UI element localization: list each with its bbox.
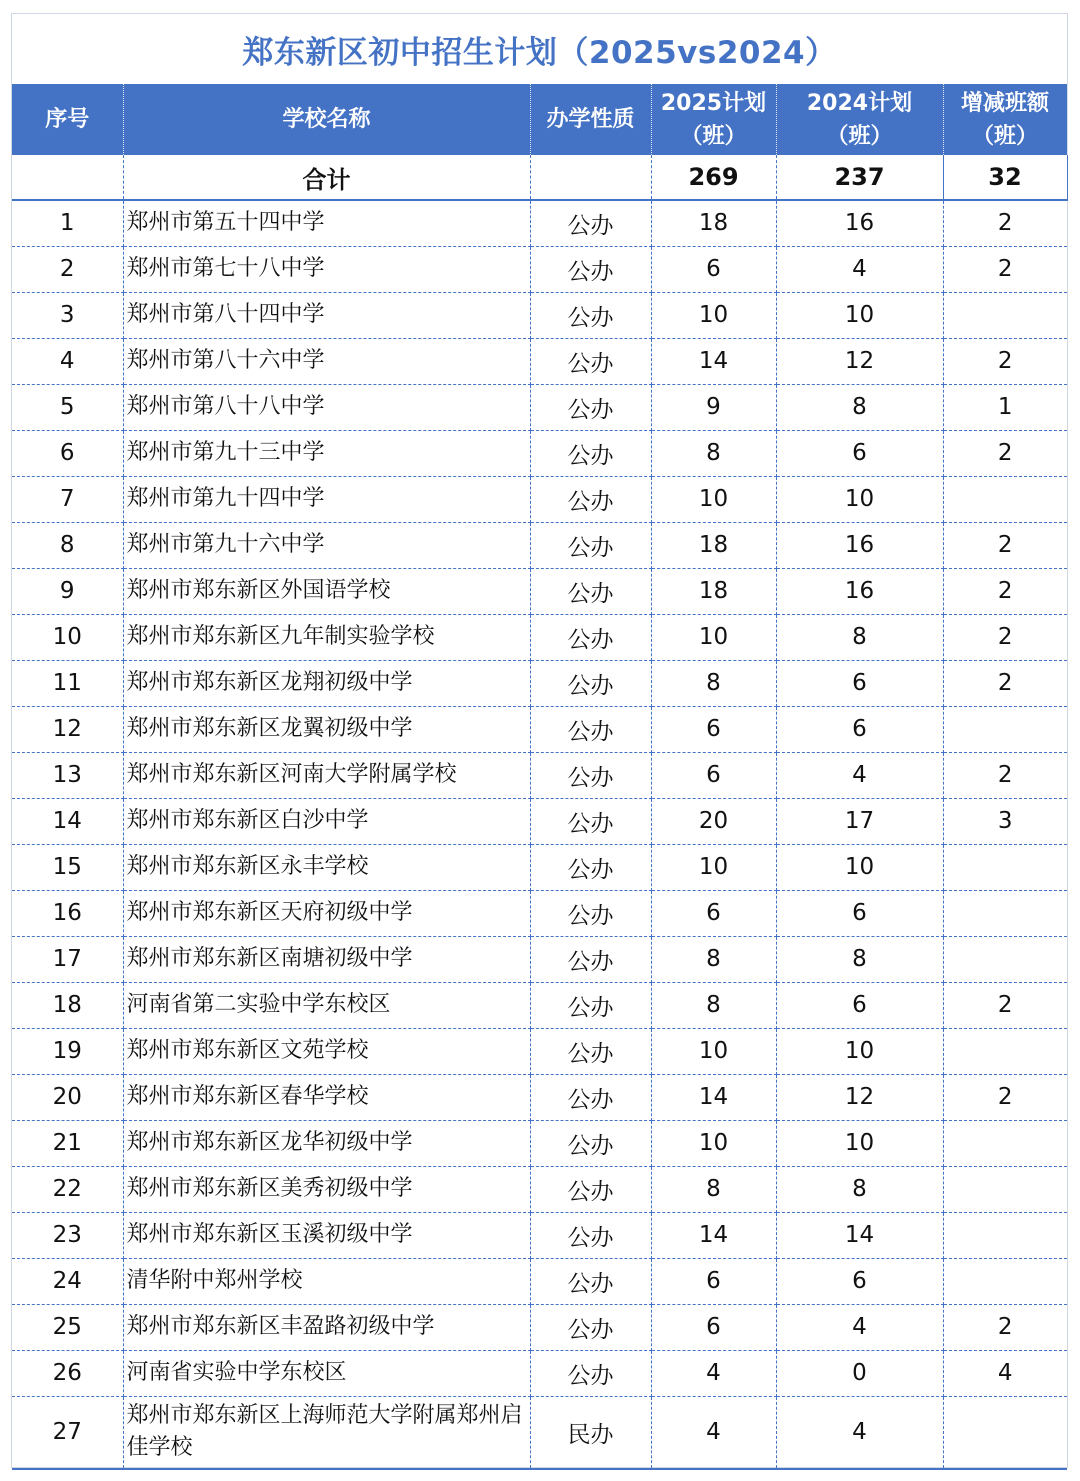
table-row <box>12 844 1067 890</box>
table-row <box>12 660 1067 706</box>
row-seq: 27 <box>12 1396 123 1469</box>
row-school-name: 郑州市郑东新区河南大学附属学校 <box>123 752 530 798</box>
table-row <box>12 936 1067 982</box>
header-seq: 序号 <box>12 84 123 155</box>
header-diff-line2: （班） <box>971 123 1038 149</box>
row-type: 公办 <box>530 200 651 246</box>
table-row <box>12 292 1067 338</box>
row-plan-2024: 8 <box>776 1166 943 1212</box>
row-school-name: 郑州市第五十四中学 <box>123 200 530 246</box>
row-seq: 3 <box>12 292 123 338</box>
row-plan-2025: 14 <box>651 1074 776 1120</box>
row-plan-2025: 14 <box>651 1212 776 1258</box>
row-type: 公办 <box>530 1350 651 1396</box>
row-plan-2025: 6 <box>651 1304 776 1350</box>
row-seq: 7 <box>12 476 123 522</box>
row-type: 公办 <box>530 246 651 292</box>
row-type: 公办 <box>530 890 651 936</box>
row-plan-2024: 16 <box>776 522 943 568</box>
row-school-name: 河南省实验中学东校区 <box>123 1350 530 1396</box>
row-diff <box>943 1396 1067 1469</box>
row-diff <box>943 1212 1067 1258</box>
row-seq: 21 <box>12 1120 123 1166</box>
row-type: 公办 <box>530 476 651 522</box>
table-row <box>12 430 1067 476</box>
row-plan-2025: 8 <box>651 1166 776 1212</box>
total-plan-2025: 269 <box>651 155 776 200</box>
row-school-name: 郑州市郑东新区龙翼初级中学 <box>123 706 530 752</box>
row-seq: 19 <box>12 1028 123 1074</box>
row-school-name: 郑州市郑东新区九年制实验学校 <box>123 614 530 660</box>
table-row <box>12 568 1067 614</box>
table-row <box>12 1350 1067 1396</box>
row-seq: 18 <box>12 982 123 1028</box>
row-school-name: 郑州市郑东新区外国语学校 <box>123 568 530 614</box>
row-school-name: 郑州市第九十三中学 <box>123 430 530 476</box>
row-seq: 6 <box>12 430 123 476</box>
row-plan-2025: 18 <box>651 522 776 568</box>
row-type: 公办 <box>530 798 651 844</box>
row-plan-2025: 8 <box>651 430 776 476</box>
row-seq: 26 <box>12 1350 123 1396</box>
row-diff: 3 <box>943 798 1067 844</box>
row-seq: 10 <box>12 614 123 660</box>
row-school-name: 郑州市第九十六中学 <box>123 522 530 568</box>
row-diff <box>943 706 1067 752</box>
row-diff: 2 <box>943 246 1067 292</box>
row-plan-2024: 6 <box>776 430 943 476</box>
row-diff: 4 <box>943 1350 1067 1396</box>
row-diff: 2 <box>943 200 1067 246</box>
row-type: 公办 <box>530 338 651 384</box>
row-seq: 23 <box>12 1212 123 1258</box>
total-label: 合计 <box>123 155 530 200</box>
row-type: 公办 <box>530 614 651 660</box>
row-type: 公办 <box>530 982 651 1028</box>
row-plan-2024: 6 <box>776 706 943 752</box>
row-plan-2025: 10 <box>651 1120 776 1166</box>
row-diff <box>943 1028 1067 1074</box>
row-seq: 13 <box>12 752 123 798</box>
row-diff: 2 <box>943 430 1067 476</box>
row-diff: 2 <box>943 752 1067 798</box>
row-seq: 25 <box>12 1304 123 1350</box>
row-plan-2024: 12 <box>776 1074 943 1120</box>
row-type: 公办 <box>530 522 651 568</box>
row-seq: 15 <box>12 844 123 890</box>
row-diff: 2 <box>943 1074 1067 1120</box>
total-plan-2024: 237 <box>776 155 943 200</box>
row-plan-2025: 9 <box>651 384 776 430</box>
total-type-cell <box>530 155 651 200</box>
row-school-name: 郑州市郑东新区白沙中学 <box>123 798 530 844</box>
table-row <box>12 982 1067 1028</box>
row-seq: 22 <box>12 1166 123 1212</box>
row-school-name: 郑州市郑东新区春华学校 <box>123 1074 530 1120</box>
row-diff: 2 <box>943 982 1067 1028</box>
row-type: 公办 <box>530 936 651 982</box>
row-type: 公办 <box>530 1304 651 1350</box>
row-plan-2024: 17 <box>776 798 943 844</box>
row-type: 公办 <box>530 1166 651 1212</box>
row-plan-2024: 10 <box>776 1120 943 1166</box>
table-row <box>12 752 1067 798</box>
row-plan-2025: 8 <box>651 936 776 982</box>
row-school-name: 清华附中郑州学校 <box>123 1258 530 1304</box>
row-school-name: 郑州市郑东新区南塘初级中学 <box>123 936 530 982</box>
total-row <box>12 155 1067 200</box>
header-school: 学校名称 <box>123 84 530 155</box>
row-type: 公办 <box>530 1120 651 1166</box>
row-plan-2025: 10 <box>651 614 776 660</box>
row-plan-2025: 18 <box>651 568 776 614</box>
row-diff <box>943 1258 1067 1304</box>
row-school-name: 郑州市郑东新区上海师范大学附属郑州启佳学校 <box>123 1396 530 1469</box>
row-plan-2024: 16 <box>776 200 943 246</box>
row-school-name: 郑州市第八十八中学 <box>123 384 530 430</box>
row-type: 公办 <box>530 706 651 752</box>
sheet-title: 郑东新区初中招生计划（2025vs2024） <box>242 34 837 71</box>
table-row <box>12 384 1067 430</box>
row-plan-2024: 10 <box>776 844 943 890</box>
row-plan-2025: 10 <box>651 844 776 890</box>
row-type: 公办 <box>530 384 651 430</box>
row-type: 公办 <box>530 1212 651 1258</box>
row-seq: 14 <box>12 798 123 844</box>
row-plan-2025: 6 <box>651 1258 776 1304</box>
row-plan-2024: 12 <box>776 338 943 384</box>
row-plan-2025: 10 <box>651 476 776 522</box>
table-row <box>12 614 1067 660</box>
row-plan-2024: 10 <box>776 1028 943 1074</box>
row-plan-2024: 4 <box>776 246 943 292</box>
table-row <box>12 522 1067 568</box>
total-seq-cell <box>12 155 123 200</box>
row-seq: 1 <box>12 200 123 246</box>
row-seq: 11 <box>12 660 123 706</box>
row-school-name: 郑州市第七十八中学 <box>123 246 530 292</box>
row-type: 公办 <box>530 1074 651 1120</box>
row-type: 民办 <box>530 1396 651 1469</box>
row-plan-2024: 6 <box>776 890 943 936</box>
row-seq: 12 <box>12 706 123 752</box>
row-seq: 4 <box>12 338 123 384</box>
row-school-name: 郑州市郑东新区玉溪初级中学 <box>123 1212 530 1258</box>
table-row <box>12 1120 1067 1166</box>
row-school-name: 郑州市第八十六中学 <box>123 338 530 384</box>
row-plan-2025: 6 <box>651 890 776 936</box>
row-plan-2025: 20 <box>651 798 776 844</box>
row-school-name: 郑州市郑东新区丰盈路初级中学 <box>123 1304 530 1350</box>
row-school-name: 河南省第二实验中学东校区 <box>123 982 530 1028</box>
row-school-name: 郑州市郑东新区文苑学校 <box>123 1028 530 1074</box>
row-plan-2025: 6 <box>651 246 776 292</box>
table-row <box>12 798 1067 844</box>
row-plan-2025: 14 <box>651 338 776 384</box>
row-seq: 2 <box>12 246 123 292</box>
row-diff: 2 <box>943 568 1067 614</box>
row-plan-2024: 6 <box>776 660 943 706</box>
header-row <box>12 84 1067 155</box>
row-school-name: 郑州市郑东新区永丰学校 <box>123 844 530 890</box>
row-plan-2025: 6 <box>651 752 776 798</box>
spreadsheet <box>11 13 1068 1468</box>
row-diff <box>943 1166 1067 1212</box>
header-plan-2024-line2: （班） <box>826 123 893 149</box>
row-school-name: 郑州市郑东新区天府初级中学 <box>123 890 530 936</box>
table-row <box>12 1028 1067 1074</box>
row-plan-2025: 6 <box>651 706 776 752</box>
table-row <box>12 1212 1067 1258</box>
row-diff: 1 <box>943 384 1067 430</box>
row-diff <box>943 936 1067 982</box>
row-plan-2024: 16 <box>776 568 943 614</box>
row-plan-2024: 8 <box>776 614 943 660</box>
row-type: 公办 <box>530 1258 651 1304</box>
header-plan-2024-line1: 2024计划 <box>806 90 913 116</box>
row-type: 公办 <box>530 660 651 706</box>
row-plan-2025: 4 <box>651 1350 776 1396</box>
row-plan-2024: 14 <box>776 1212 943 1258</box>
row-seq: 8 <box>12 522 123 568</box>
row-plan-2025: 10 <box>651 1028 776 1074</box>
table-row <box>12 1074 1067 1120</box>
table-row <box>12 476 1067 522</box>
row-school-name: 郑州市第九十四中学 <box>123 476 530 522</box>
row-plan-2024: 0 <box>776 1350 943 1396</box>
header-diff <box>943 84 1067 155</box>
row-seq: 9 <box>12 568 123 614</box>
row-diff: 2 <box>943 338 1067 384</box>
header-plan-2025-line1: 2025计划 <box>660 90 767 116</box>
row-diff <box>943 890 1067 936</box>
row-plan-2024: 4 <box>776 1396 943 1469</box>
row-diff: 2 <box>943 522 1067 568</box>
header-plan-2025 <box>651 84 776 155</box>
row-plan-2025: 8 <box>651 660 776 706</box>
row-seq: 16 <box>12 890 123 936</box>
row-plan-2024: 4 <box>776 1304 943 1350</box>
row-type: 公办 <box>530 1028 651 1074</box>
row-plan-2024: 4 <box>776 752 943 798</box>
row-seq: 5 <box>12 384 123 430</box>
row-plan-2024: 8 <box>776 384 943 430</box>
header-diff-line1: 增减班额 <box>960 90 1049 116</box>
table-row <box>12 1258 1067 1304</box>
header-type: 办学性质 <box>530 84 651 155</box>
row-plan-2025: 8 <box>651 982 776 1028</box>
table-row <box>12 1166 1067 1212</box>
row-plan-2024: 8 <box>776 936 943 982</box>
row-school-name: 郑州市郑东新区美秀初级中学 <box>123 1166 530 1212</box>
table-row <box>12 200 1067 246</box>
row-plan-2024: 10 <box>776 476 943 522</box>
row-plan-2024: 6 <box>776 982 943 1028</box>
table-row <box>12 706 1067 752</box>
table-row <box>12 1304 1067 1350</box>
table-row <box>12 338 1067 384</box>
row-diff: 2 <box>943 660 1067 706</box>
row-type: 公办 <box>530 568 651 614</box>
row-type: 公办 <box>530 844 651 890</box>
total-diff: 32 <box>943 155 1067 200</box>
row-diff: 2 <box>943 1304 1067 1350</box>
row-school-name: 郑州市郑东新区龙华初级中学 <box>123 1120 530 1166</box>
enrollment-table <box>12 84 1068 1470</box>
row-diff: 2 <box>943 614 1067 660</box>
row-type: 公办 <box>530 430 651 476</box>
table-row <box>12 890 1067 936</box>
row-plan-2025: 10 <box>651 292 776 338</box>
row-plan-2025: 18 <box>651 200 776 246</box>
header-plan-2024 <box>776 84 943 155</box>
row-type: 公办 <box>530 292 651 338</box>
row-diff <box>943 476 1067 522</box>
row-diff <box>943 844 1067 890</box>
row-diff <box>943 1120 1067 1166</box>
row-school-name: 郑州市郑东新区龙翔初级中学 <box>123 660 530 706</box>
row-plan-2024: 6 <box>776 1258 943 1304</box>
row-type: 公办 <box>530 752 651 798</box>
header-plan-2025-line2: （班） <box>680 123 747 149</box>
row-diff <box>943 292 1067 338</box>
row-seq: 17 <box>12 936 123 982</box>
row-seq: 20 <box>12 1074 123 1120</box>
row-plan-2025: 4 <box>651 1396 776 1469</box>
table-row <box>12 246 1067 292</box>
row-school-name: 郑州市第八十四中学 <box>123 292 530 338</box>
row-plan-2024: 10 <box>776 292 943 338</box>
table-row <box>12 1396 1067 1469</box>
row-seq: 24 <box>12 1258 123 1304</box>
